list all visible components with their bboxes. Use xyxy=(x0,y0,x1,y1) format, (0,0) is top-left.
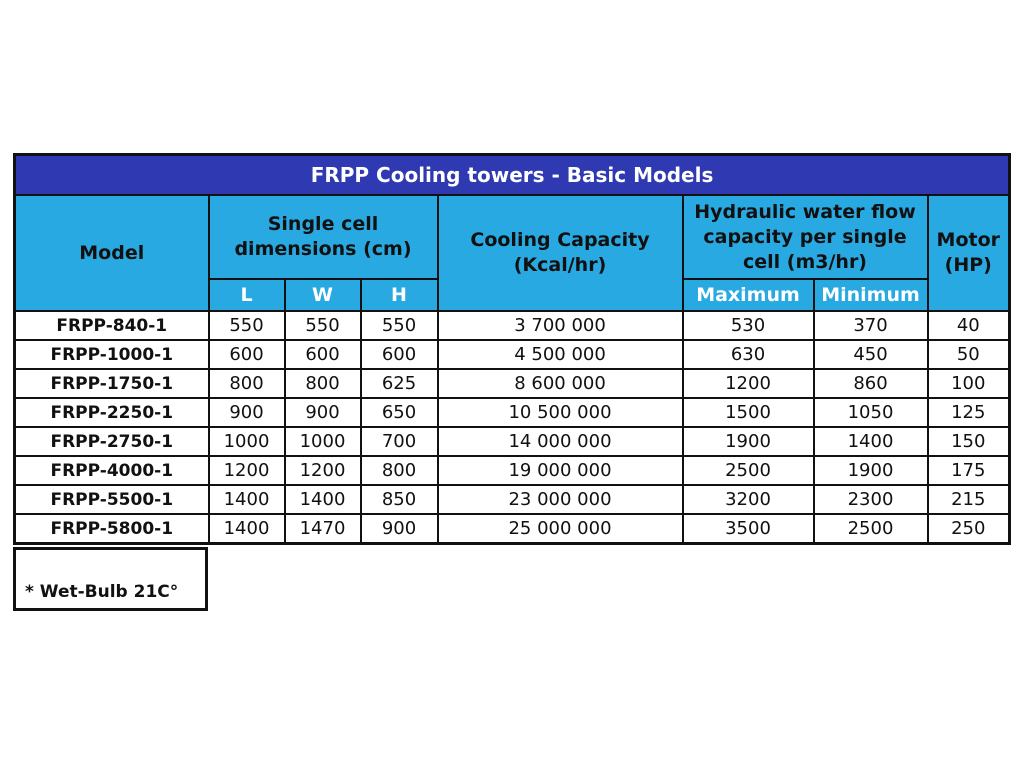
capacity-cell: 14 000 000 xyxy=(438,427,683,456)
water-flow-header: Hydraulic water flow capacity per single cell (m3/hr) xyxy=(683,195,928,279)
length-cell: 550 xyxy=(209,311,285,340)
wet-bulb-note: * Wet-Bulb 21C° xyxy=(25,582,179,602)
length-cell: 600 xyxy=(209,340,285,369)
motor-cell: 250 xyxy=(928,514,1010,544)
cooling-capacity-header: Cooling Capacity (Kcal/hr) xyxy=(438,195,683,311)
flow-max-cell: 2500 xyxy=(683,456,814,485)
model-cell: FRPP-2750-1 xyxy=(15,427,209,456)
width-cell: 800 xyxy=(285,369,361,398)
table-row xyxy=(15,311,1010,340)
table-row xyxy=(15,369,1010,398)
cooling-tower-table xyxy=(13,153,1011,545)
width-cell: 1400 xyxy=(285,485,361,514)
length-cell: 1000 xyxy=(209,427,285,456)
flow-min-cell: 1050 xyxy=(814,398,928,427)
flow-min-cell: 1400 xyxy=(814,427,928,456)
length-cell: 1400 xyxy=(209,514,285,544)
height-cell: 650 xyxy=(361,398,438,427)
height-cell: 600 xyxy=(361,340,438,369)
motor-cell: 150 xyxy=(928,427,1010,456)
flow-min-header: Minimum xyxy=(814,279,928,311)
length-cell: 1200 xyxy=(209,456,285,485)
table-row xyxy=(15,398,1010,427)
capacity-cell: 10 500 000 xyxy=(438,398,683,427)
length-cell: 1400 xyxy=(209,485,285,514)
width-cell: 1000 xyxy=(285,427,361,456)
width-cell: 550 xyxy=(285,311,361,340)
motor-header: Motor (HP) xyxy=(928,195,1010,311)
motor-cell: 50 xyxy=(928,340,1010,369)
height-cell: 625 xyxy=(361,369,438,398)
height-cell: 550 xyxy=(361,311,438,340)
length-cell: 800 xyxy=(209,369,285,398)
flow-max-cell: 530 xyxy=(683,311,814,340)
capacity-cell: 8 600 000 xyxy=(438,369,683,398)
flow-max-cell: 3200 xyxy=(683,485,814,514)
flow-min-cell: 370 xyxy=(814,311,928,340)
height-cell: 700 xyxy=(361,427,438,456)
capacity-cell: 19 000 000 xyxy=(438,456,683,485)
table-row xyxy=(15,427,1010,456)
width-cell: 900 xyxy=(285,398,361,427)
dim-w-header: W xyxy=(285,279,361,311)
motor-cell: 40 xyxy=(928,311,1010,340)
flow-max-cell: 630 xyxy=(683,340,814,369)
table-row xyxy=(15,456,1010,485)
capacity-cell: 4 500 000 xyxy=(438,340,683,369)
motor-cell: 175 xyxy=(928,456,1010,485)
capacity-cell: 3 700 000 xyxy=(438,311,683,340)
flow-max-cell: 3500 xyxy=(683,514,814,544)
table-row xyxy=(15,485,1010,514)
length-cell: 900 xyxy=(209,398,285,427)
table-row xyxy=(15,514,1010,544)
model-cell: FRPP-4000-1 xyxy=(15,456,209,485)
dimensions-header: Single cell dimensions (cm) xyxy=(209,195,438,279)
flow-min-cell: 1900 xyxy=(814,456,928,485)
width-cell: 1470 xyxy=(285,514,361,544)
dim-l-header: L xyxy=(209,279,285,311)
dim-h-header: H xyxy=(361,279,438,311)
capacity-cell: 25 000 000 xyxy=(438,514,683,544)
capacity-cell: 23 000 000 xyxy=(438,485,683,514)
model-cell: FRPP-5800-1 xyxy=(15,514,209,544)
flow-max-cell: 1900 xyxy=(683,427,814,456)
width-cell: 600 xyxy=(285,340,361,369)
height-cell: 800 xyxy=(361,456,438,485)
flow-min-cell: 2500 xyxy=(814,514,928,544)
height-cell: 900 xyxy=(361,514,438,544)
flow-max-cell: 1500 xyxy=(683,398,814,427)
motor-cell: 215 xyxy=(928,485,1010,514)
motor-cell: 100 xyxy=(928,369,1010,398)
model-cell: FRPP-1000-1 xyxy=(15,340,209,369)
flow-max-header: Maximum xyxy=(683,279,814,311)
flow-min-cell: 860 xyxy=(814,369,928,398)
model-cell: FRPP-1750-1 xyxy=(15,369,209,398)
motor-cell: 125 xyxy=(928,398,1010,427)
model-cell: FRPP-840-1 xyxy=(15,311,209,340)
model-header: Model xyxy=(15,195,209,311)
flow-min-cell: 2300 xyxy=(814,485,928,514)
table-title: FRPP Cooling towers - Basic Models xyxy=(15,155,1010,196)
model-cell: FRPP-5500-1 xyxy=(15,485,209,514)
note-box xyxy=(13,547,208,611)
width-cell: 1200 xyxy=(285,456,361,485)
model-cell: FRPP-2250-1 xyxy=(15,398,209,427)
table-row xyxy=(15,340,1010,369)
flow-min-cell: 450 xyxy=(814,340,928,369)
height-cell: 850 xyxy=(361,485,438,514)
flow-max-cell: 1200 xyxy=(683,369,814,398)
